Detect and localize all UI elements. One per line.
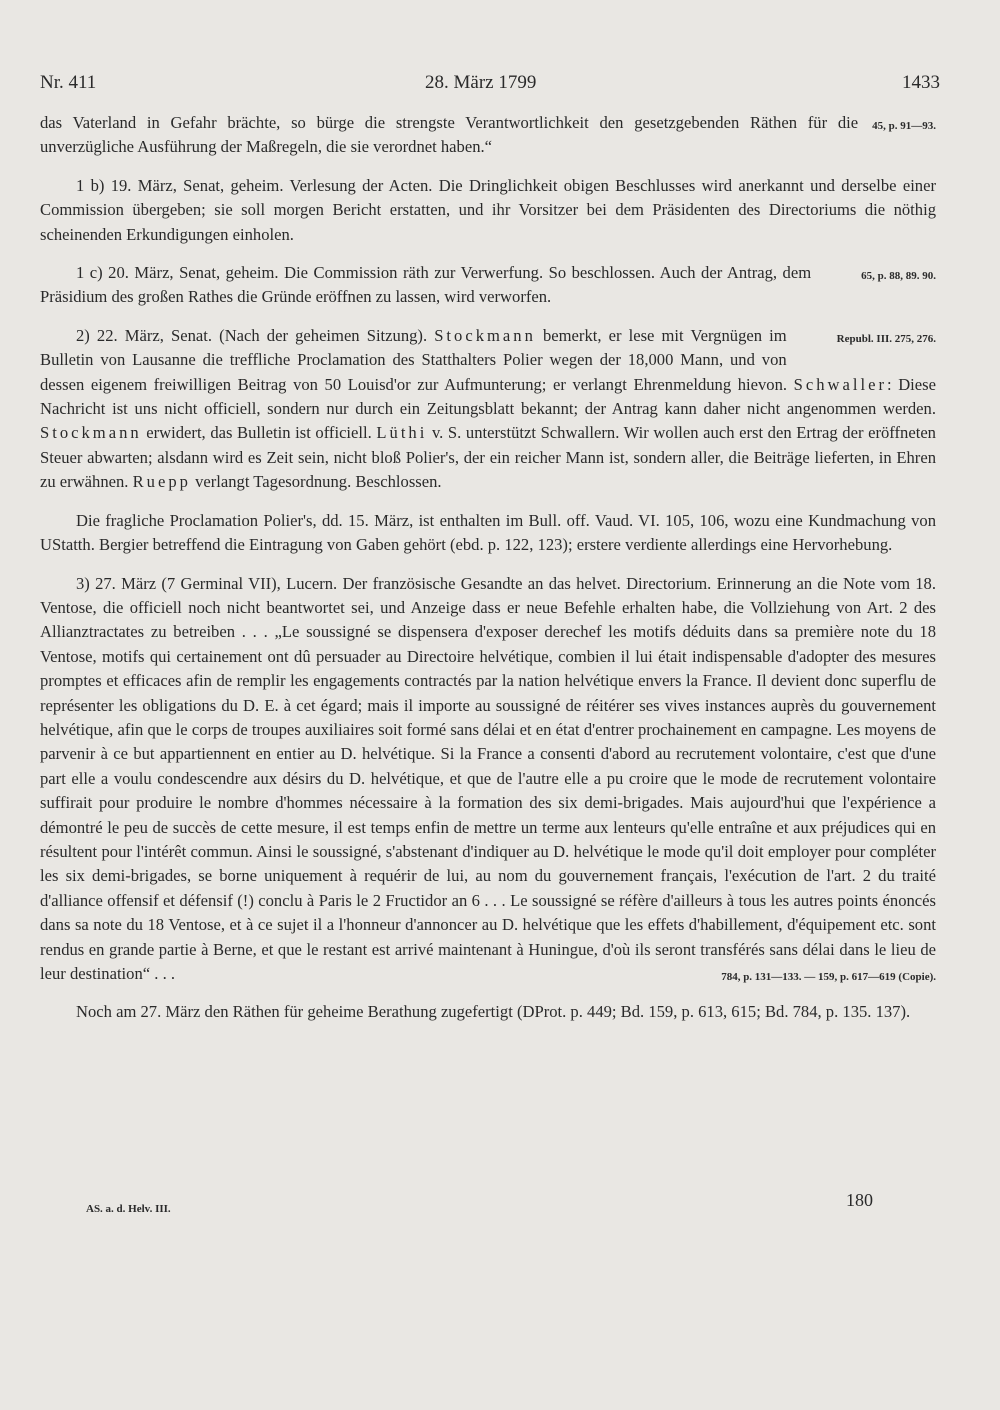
signature-mark: AS. a. d. Helv. III. xyxy=(86,1203,171,1215)
text-segment: : Diese Nachricht ist uns nicht officiell, sondern nur durch ein Zeitungsblatt bekannt; der Antrag kann daher nicht angenommen werden. xyxy=(40,374,936,419)
paragraph-text: Die fragliche Proclamation Polier's, dd. 15. März, ist enthalten im Bull. off. Vaud. VI. 105, 106, wozu eine Kundmachung von UStatth. Bergier betreffend die Eintragung von Gaben gehört (ebd. p. 122, 123); erstere verdiente allerdings eine Hervorhebung. xyxy=(40,510,936,555)
paragraph-closing xyxy=(40,1000,936,1024)
speaker-name: Stockmann xyxy=(434,325,536,345)
source-reference: 784, p. 131—133. — 159, p. 617—619 (Copie). xyxy=(721,971,936,983)
text-segment: verlangt Tagesordnung. Beschlossen. xyxy=(190,472,442,492)
page-header xyxy=(40,72,940,102)
text-segment: erwidert, das Bulletin ist officiell. xyxy=(141,423,377,443)
paragraph-note xyxy=(40,509,936,558)
paragraph-text: 1 c) 20. März, Senat, geheim. Die Commission räth zur Verwerfung. So beschlossen. Auch der Antrag, dem Präsidium des großen Rathes die Gründe eröffnen zu lassen, wird verworfen. xyxy=(40,263,812,307)
paragraph-text: 1 b) 19. März, Senat, geheim. Verlesung der Acten. Die Dringlichkeit obigen Beschlusses wird anerkannt und derselbe einer Commission übergeben; sie soll morgen Bericht erstatten, und ihr Vorsitzer bei dem Präsidenten des Directoriums die nöthig scheinenden Erkundigungen einholen. xyxy=(40,175,936,244)
source-reference: 65, p. 88, 89. 90. xyxy=(861,270,936,283)
source-reference: 45, p. 91—93. xyxy=(872,120,936,132)
paragraph-3 xyxy=(40,572,936,987)
text-segment: bemerkt, er lese mit Vergnügen im Bulletin von Lausanne die treffliche Proclamation des Statthalters Polier wegen der 18,000 Mann, und von dessen eigenem freiwilligen Beitrag von 50 Louisd'or zur Aufmunterung; er verlangt Ehrenmeldung hievon. xyxy=(40,325,794,394)
paragraph-text: das Vaterland in Gefahr brächte, so bürge die strengste Verantwortlichkeit den gesetzgebenden Räthen für die unverzügliche Ausführung der Maßregeln, die sie verordnet haben.“ xyxy=(40,113,859,157)
paragraph-continuation xyxy=(40,111,936,160)
paragraph-1c xyxy=(40,261,936,310)
document-number: Nr. 411 xyxy=(40,72,97,93)
text-segment: 2) 22. März, Senat. (Nach der geheimen Sitzung). xyxy=(76,325,435,345)
speaker-name: Lüthi xyxy=(376,423,428,443)
speaker-name: Schwaller xyxy=(793,374,887,394)
source-reference: Republ. III. 275, 276. xyxy=(836,332,936,345)
paragraph-1b xyxy=(40,174,936,247)
speaker-name: Stockmann xyxy=(40,423,142,443)
text-segment: v. S. unterstützt Schwallern. Wir wollen auch erst den Ertrag der eröffneten Steuer abwarten; alsdann wird es Zeit sein, nicht bloß Polier's, der ein reicher Mann ist, sondern aller, die Beiträge lieferten, in Ehren zu erwähnen. xyxy=(40,423,936,492)
paragraph-2 xyxy=(40,324,936,495)
sheet-number: 180 xyxy=(846,1190,873,1210)
document-body xyxy=(40,111,936,1025)
page-number: 1433 xyxy=(902,72,940,93)
document-date: 28. März 1799 xyxy=(425,72,537,93)
paragraph-text: Noch am 27. März den Räthen für geheime Berathung zugefertigt (DProt. p. 449; Bd. 159, p. 613, 615; Bd. 784, p. 135. 137). xyxy=(76,1002,911,1022)
paragraph-text: 3) 27. März (7 Germinal VII), Lucern. Der französische Gesandte an das helvet. Directorium. Erinnerung an die Note vom 18. Ventose, die officiell noch nicht beantwortet sei, und Anzeige dass er neue Befehle erhalten habe, die Vollziehung von Art. 2 des Allianztractates zu betreiben . . . „Le soussigné se dispensera d'exposer derechef les motifs déduits dans sa première note du 18 Ventose, motifs qui certainement ont dû persuader au Directoire helvétique, combien il lui était indispensable d'adopter des mesures promptes et efficaces afin de remplir les engagements contractés par la nation helvétique envers la France. Il devient donc superflu de représenter les obligations du D. E. à cet égard; mais il importe au soussigné de réitérer ses vives instances auprès du gouvernement helvétique, afin que le corps de troupes auxiliaires soit formé sans délai et en état d'entrer prochainement en campagne. Les moyens de parvenir à ce but appartiennent en entier au D. helvétique. Si la France a consenti d'abord au recrutement volontaire, c'est que d'une part elle a voulu condescendre aux désirs du D. helvétique, et que de l'autre elle a pu croire que le mode de recrutement volontaire suffirait pour produire le nombre d'hommes nécessaire à la formation des six demi-brigades. Mais aujourd'hui que l'expérience a démontré le peu de succès de cette mesure, il est temps enfin de mettre un terme aux lenteurs qu'elle entraîne et aux préjudices qui en résultent pour l'intérêt commun. Ainsi le soussigné, s'abstenant d'indiquer au D. helvétique le mode qu'il doit employer pour compléter les six demi-brigades, se borne uniquement à requérir de lui, au nom du gouvernement français, l'exécution de l'art. 2 du traité d'alliance offensif et défensif (!) conclu à Paris le 2 Fructidor an 6 . . . Le soussigné se réfère d'ailleurs à tous les autres points énoncés dans sa note du 18 Ventose, et à ce sujet il a l'honneur d'annoncer au D. helvétique que les effets d'habillement, d'équipement etc. sont rendus en grande partie à Berne, et que le restant est arrivé maintenant à Huningue, d'où ils seront transférés sans délai dans le lieu de leur destination“ . . . xyxy=(40,573,936,983)
speaker-name: Ruepp xyxy=(132,472,191,492)
